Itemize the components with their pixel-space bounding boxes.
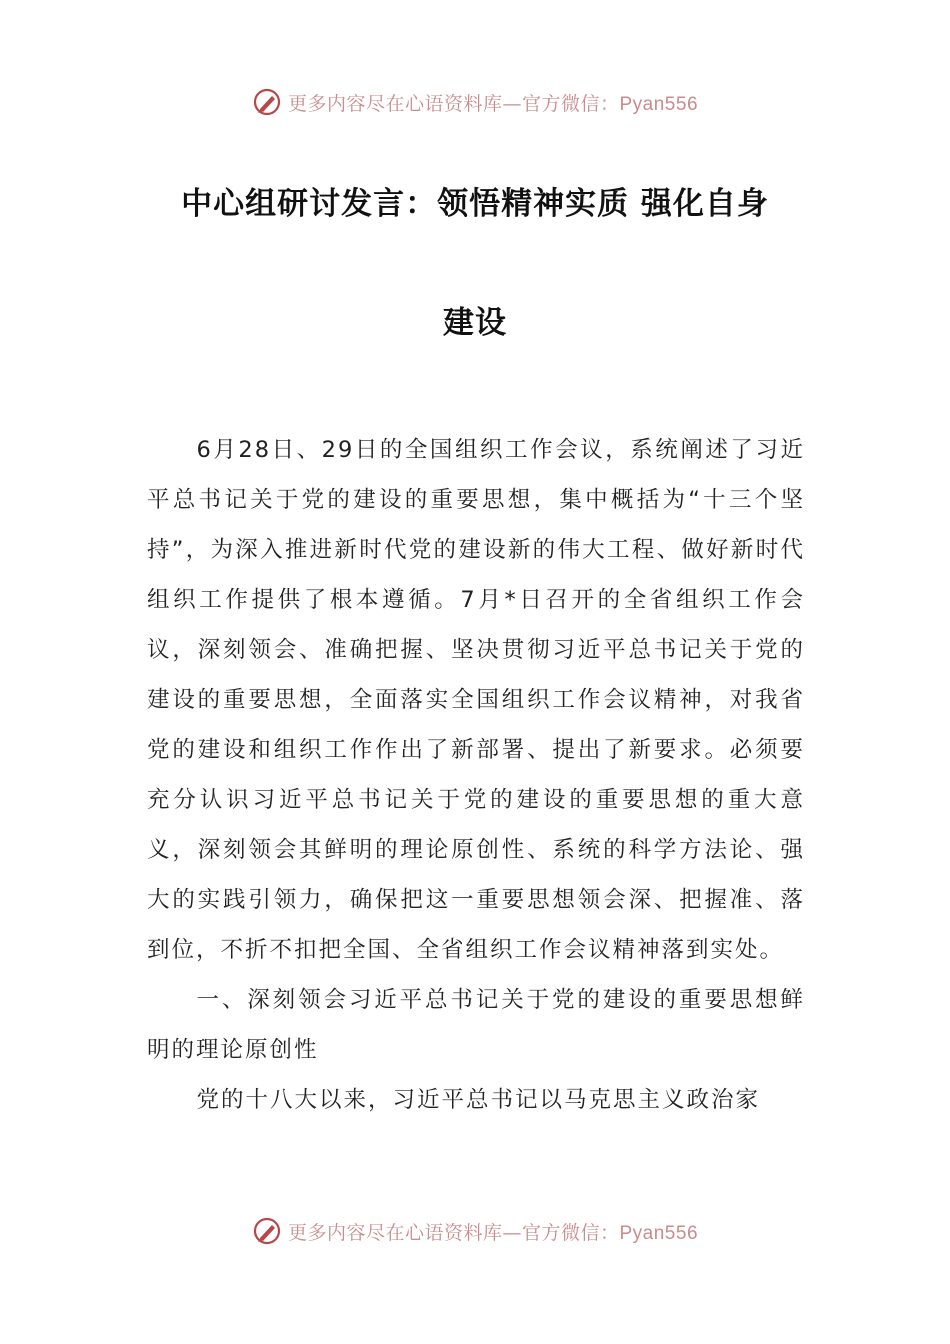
footer-watermark [0, 1211, 950, 1251]
body-paragraph-intro: 6月28日、29日的全国组织工作会议，系统阐述了习近平总书记关于党的建设的重要思想，集中概括为“十三个坚持”，为深入推进新时代党的建设新的伟大工程、做好新时代组织工作提供了根本遵循。7月*日召开的全省组织工作会议，深刻领会、准确把握、坚决贯彻习近平总书记关于党的建设的重要思想，全面落实全国组织工作会议精神，对我省党的建设和组织工作作出了新部署、提出了新要求。必须要充分认识习近平总书记关于党的建设的重要思想的重大意义，深刻领会其鲜明的理论原创性、系统的科学方法论、强大的实践引领力，确保把这一重要思想领会深、把握准、落到位，不折不扣把全国、全省组织工作会议精神落到实处。 [147, 437, 805, 963]
pen-logo-icon [252, 1216, 282, 1246]
section-heading-1: 一、深刻领会习近平总书记关于党的建设的重要思想鲜明的理论原创性 [147, 987, 805, 1063]
watermark-wechat-id: Pyan556 [619, 1222, 699, 1244]
body-paragraph-section-1: 党的十八大以来，习近平总书记以马克思主义政治家 [196, 1087, 761, 1113]
header-watermark [0, 82, 950, 122]
watermark-text: 更多内容尽在心语资料库—官方微信：Pyan556 [287, 92, 699, 115]
document-title-line-1: 中心组研讨发言：领悟精神实质 强化自身 [181, 186, 769, 222]
document-body [147, 425, 805, 1125]
watermark-text: 更多内容尽在心语资料库—官方微信：Pyan556 [287, 1221, 699, 1244]
pen-logo-icon [252, 87, 282, 117]
document-title-line-2: 建设 [443, 305, 507, 341]
watermark-wechat-id: Pyan556 [619, 93, 699, 115]
